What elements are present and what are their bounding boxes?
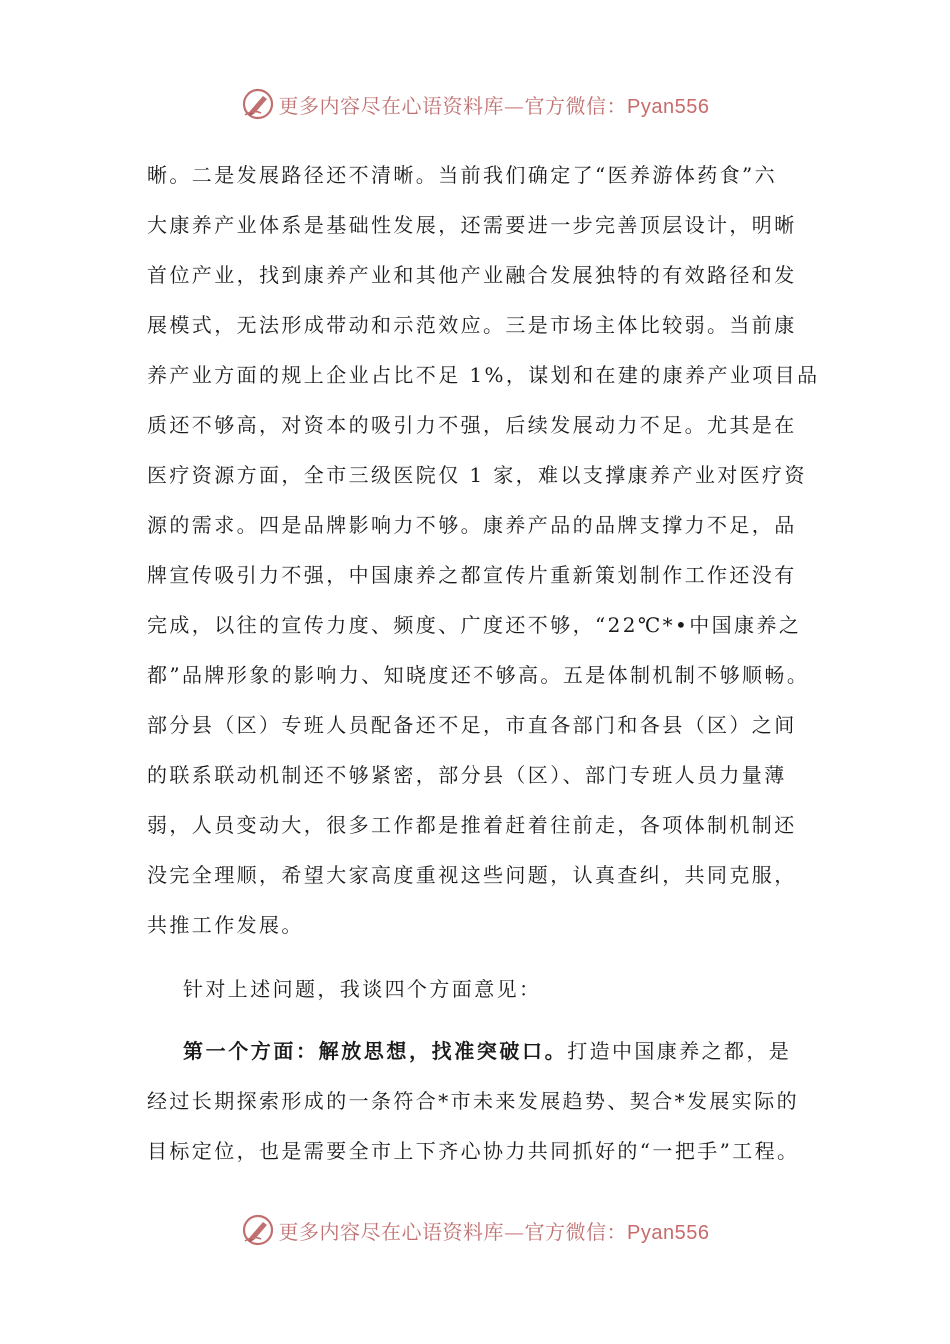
pen-logo-icon <box>241 1213 275 1247</box>
banner-text-cn: 更多内容尽在心语资料库 <box>278 93 505 118</box>
text-line: 展模式，无法形成带动和示范效应。三是市场主体比较弱。当前康 <box>147 313 797 337</box>
text-line: 弱，人员变动大，很多工作都是推着赶着往前走，各项体制机制还 <box>147 813 797 837</box>
text-line: 养产业方面的规上企业占比不足 1%，谋划和在建的康养产业项目品 <box>147 363 820 387</box>
text-line: 目标定位，也是需要全市上下齐心协力共同抓好的“一把手”工程。 <box>147 1139 800 1163</box>
document-body <box>147 150 837 1176</box>
text-line: 质还不够高，对资本的吸引力不强，后续发展动力不足。尤其是在 <box>147 413 797 437</box>
paragraph-spacer <box>147 1014 837 1026</box>
text-line: 共推工作发展。 <box>147 913 304 937</box>
text-line: 大康养产业体系是基础性发展，还需要进一步完善顶层设计，明晰 <box>147 213 797 237</box>
banner-text <box>279 1216 710 1245</box>
banner-text-cn2: 官方微信： <box>524 93 628 118</box>
paragraph-2: 针对上述问题，我谈四个方面意见： <box>183 977 542 1001</box>
banner-wechat-id: Pyan556 <box>627 1221 710 1244</box>
text-line: 经过长期探索形成的一条符合*市未来发展趋势、契合*发展实际的 <box>147 1089 799 1113</box>
banner-wechat-id: Pyan556 <box>627 95 710 118</box>
pen-logo-icon <box>241 87 275 121</box>
footer-watermark-banner <box>0 1208 950 1252</box>
paragraph-spacer <box>147 950 837 964</box>
text-line: 晰。二是发展路径还不清晰。当前我们确定了“医养游体药食”六 <box>147 163 778 187</box>
heading-line-rest: 打造中国康养之都，是 <box>567 1039 792 1063</box>
banner-dash: — <box>504 1219 525 1244</box>
section-heading: 第一个方面：解放思想，找准突破口。 <box>183 1039 568 1063</box>
text-line: 医疗资源方面，全市三级医院仅 1 家，难以支撑康养产业对医疗资 <box>147 463 807 487</box>
banner-text-cn: 更多内容尽在心语资料库 <box>278 1219 505 1244</box>
header-watermark-banner <box>0 82 950 126</box>
paragraph-1 <box>147 150 837 950</box>
text-line: 都”品牌形象的影响力、知晓度还不够高。五是体制机制不够顺畅。 <box>147 663 810 687</box>
banner-dash: — <box>504 93 525 118</box>
paragraph-3 <box>147 1026 837 1176</box>
text-line: 首位产业，找到康养产业和其他产业融合发展独特的有效路径和发 <box>147 263 797 287</box>
text-line: 没完全理顺，希望大家高度重视这些问题，认真查纠，共同克服， <box>147 863 797 887</box>
text-line: 源的需求。四是品牌影响力不够。康养产品的品牌支撑力不足，品 <box>147 513 797 537</box>
text-line: 部分县（区）专班人员配备还不足，市直各部门和各县（区）之间 <box>147 713 797 737</box>
text-line: 牌宣传吸引力不强，中国康养之都宣传片重新策划制作工作还没有 <box>147 563 797 587</box>
banner-text-cn2: 官方微信： <box>524 1219 628 1244</box>
banner-text <box>279 90 710 119</box>
text-line: 完成，以往的宣传力度、频度、广度还不够，“22℃*•中国康养之 <box>147 613 802 637</box>
text-line: 的联系联动机制还不够紧密，部分县（区）、部门专班人员力量薄 <box>147 763 787 787</box>
text-line <box>147 1026 837 1076</box>
